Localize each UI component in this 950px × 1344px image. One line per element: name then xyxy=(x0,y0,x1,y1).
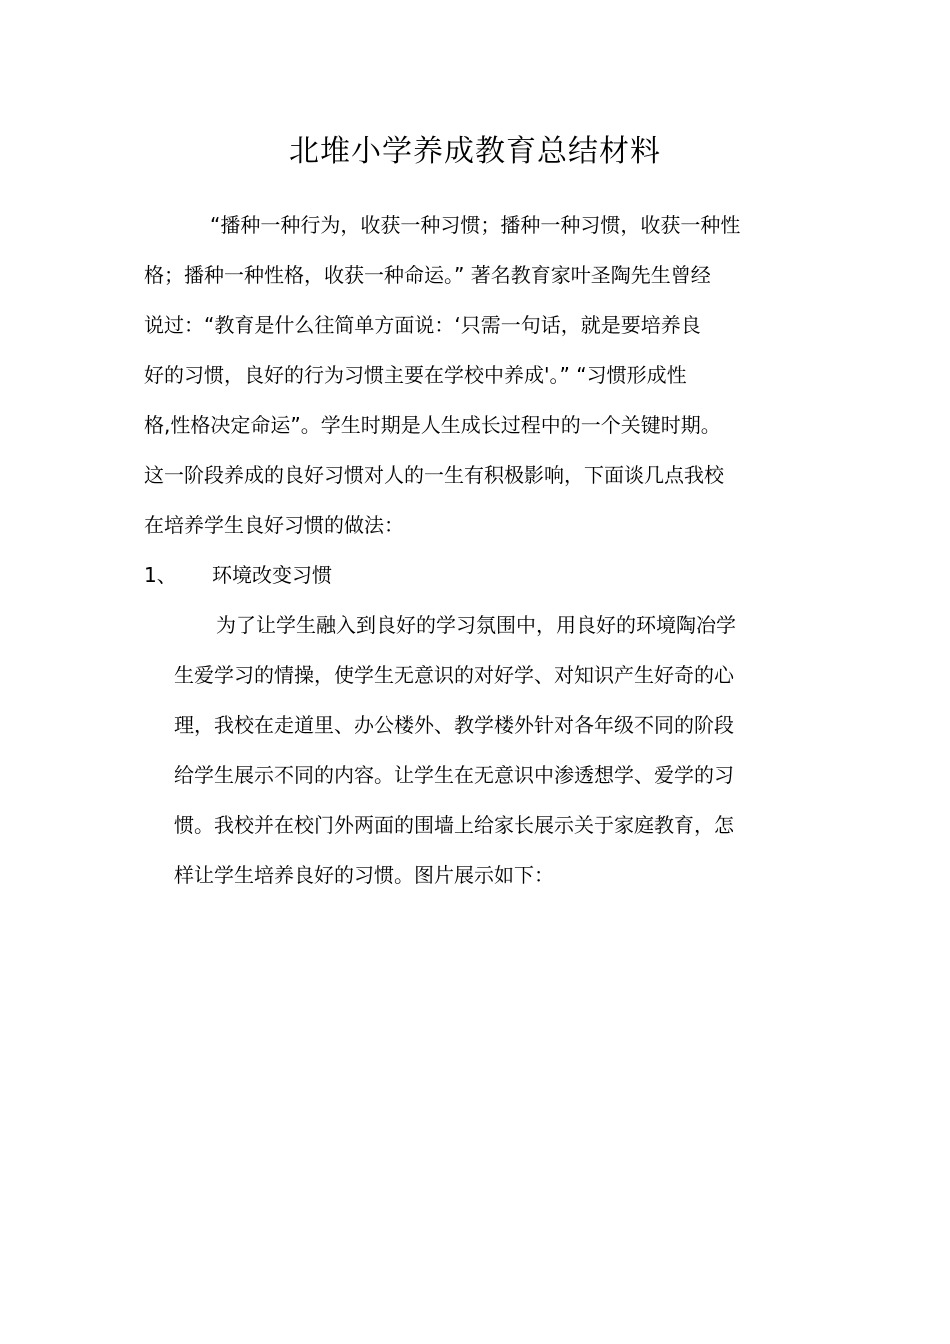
section-line-5: 惯。我校并在校门外两面的围墙上给家长展示关于家庭教育，怎 xyxy=(174,813,734,837)
section-heading: 环境改变习惯 xyxy=(212,563,332,587)
section-line-4: 给学生展示不同的内容。让学生在无意识中渗透想学、爱学的习 xyxy=(174,763,734,787)
section-line-3: 理，我校在走道里、办公楼外、教学楼外针对各年级不同的阶段 xyxy=(174,713,734,737)
intro-line-5: 格,性格决定命运”。学生时期是人生成长过程中的一个关键时期。 xyxy=(144,413,721,437)
intro-line-3: 说过：“教育是什么往简单方面说：‘只需一句话，就是要培养良 xyxy=(144,313,701,337)
intro-line-6: 这一阶段养成的良好习惯对人的一生有积极影响，下面谈几点我校 xyxy=(144,463,724,487)
intro-line-7: 在培养学生良好习惯的做法： xyxy=(144,513,404,537)
section-line-6: 样让学生培养良好的习惯。图片展示如下： xyxy=(174,863,554,887)
document-title: 北堆小学养成教育总结材料 xyxy=(289,134,661,169)
intro-line-1: “播种一种行为，收获一种习惯；播种一种习惯，收获一种性 xyxy=(210,213,741,237)
intro-line-4: 好的习惯，良好的行为习惯主要在学校中养成'。” “习惯形成性 xyxy=(144,363,687,387)
section-line-1: 为了让学生融入到良好的学习氛围中，用良好的环境陶冶学 xyxy=(216,613,736,637)
section-line-2: 生爱学习的情操，使学生无意识的对好学、对知识产生好奇的心 xyxy=(174,663,734,687)
section-number: 1、 xyxy=(144,563,177,587)
intro-line-2: 格；播种一种性格，收获一种命运。” 著名教育家叶圣陶先生曾经 xyxy=(144,263,711,287)
